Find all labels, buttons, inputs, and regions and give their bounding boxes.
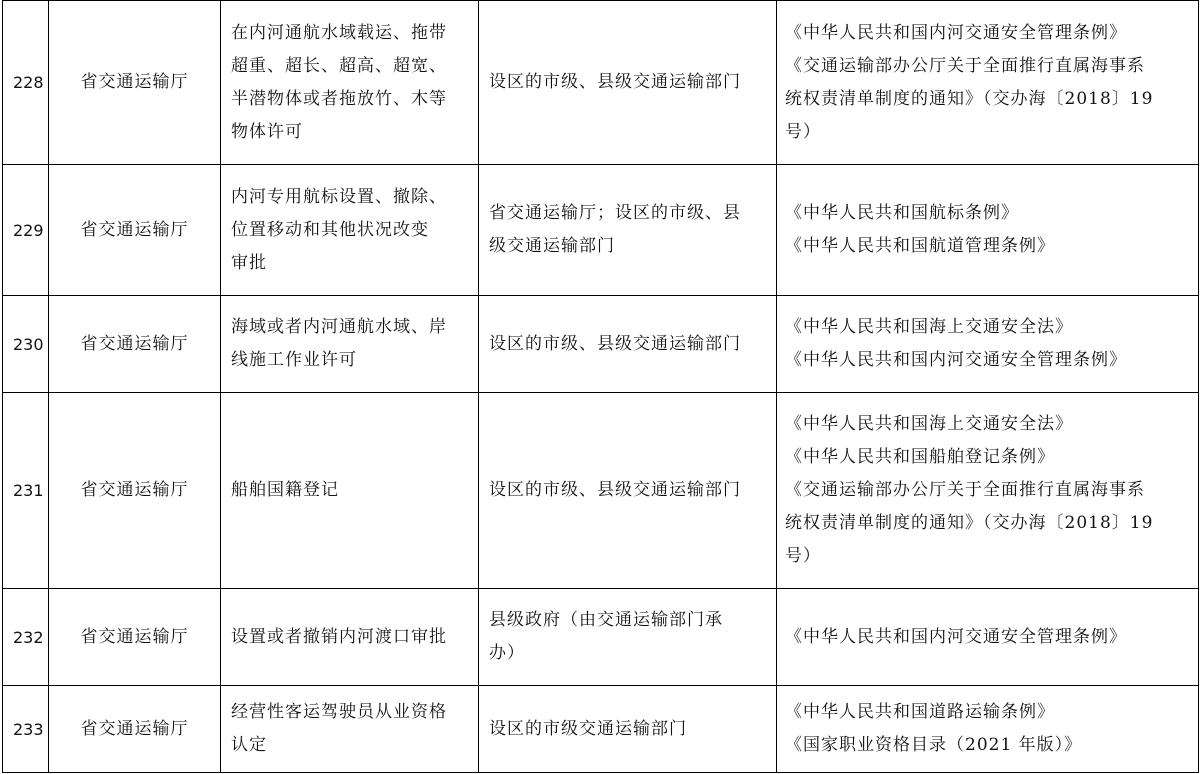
basis-text-line: 《中华人民共和国内河交通安全管理条例》: [785, 626, 1127, 647]
implementer-cell: [479, 393, 777, 589]
department-text: 省交通运输厅: [80, 72, 189, 92]
row-number: [3, 393, 49, 589]
implementer-cell: [479, 296, 777, 393]
basis-text-line: 《交通运输部办公厅关于全面推行直属海事系: [785, 480, 1145, 500]
basis-text-line: 统权责清单制度的通知》（交办海〔2018〕19: [785, 513, 1154, 533]
row-number-text: 229: [13, 220, 44, 240]
basis-text-line: 《中华人民共和国道路运输条例》: [785, 702, 1055, 722]
row-number-text: 228: [13, 73, 44, 92]
item-text-line: 线施工作业许可: [231, 350, 357, 370]
basis-text-line: 号）: [785, 546, 821, 566]
basis-cell: [777, 296, 1199, 393]
department-text: 省交通运输厅: [80, 626, 189, 647]
row-number-text: 232: [13, 627, 44, 647]
implementer-text-line: 设区的市级、县级交通运输部门: [489, 72, 741, 92]
row-number: [3, 686, 49, 773]
table-row: [3, 1, 1199, 165]
item-cell: [221, 296, 479, 393]
implementer-text-line: 设区的市级交通运输部门: [489, 718, 687, 739]
row-number: [3, 296, 49, 393]
implementer-text-line: 办）: [489, 643, 525, 663]
basis-text-line: 统权责清单制度的通知》（交办海〔2018〕19: [785, 88, 1154, 109]
department-cell: [49, 393, 221, 589]
row-number-text: 230: [13, 334, 44, 354]
basis-cell: [777, 165, 1199, 296]
item-cell: [221, 165, 479, 296]
row-number-text: 233: [13, 719, 44, 739]
basis-cell: [777, 393, 1199, 589]
department-text: 省交通运输厅: [80, 219, 189, 240]
department-text: 省交通运输厅: [80, 480, 189, 500]
item-text-line: 船舶国籍登记: [231, 480, 339, 500]
item-text-line: 位置移动和其他状况改变: [231, 219, 429, 240]
department-cell: [49, 1, 221, 165]
implementer-cell: [479, 1, 777, 165]
basis-text-line: 《中华人民共和国内河交通安全管理条例》: [785, 350, 1127, 370]
implementer-cell: [479, 589, 777, 686]
implementer-text-line: 设区的市级、县级交通运输部门: [489, 480, 741, 500]
implementer-cell: [479, 165, 777, 296]
basis-text-line: 《国家职业资格目录（2021 年版）》: [785, 735, 1083, 755]
department-text: 省交通运输厅: [80, 333, 189, 354]
item-text-line: 审批: [231, 252, 267, 273]
basis-text-line: 《交通运输部办公厅关于全面推行直属海事系: [785, 55, 1145, 76]
item-cell: [221, 1, 479, 165]
basis-cell: [777, 589, 1199, 686]
row-number: [3, 589, 49, 686]
department-cell: [49, 296, 221, 393]
basis-text-line: 《中华人民共和国海上交通安全法》: [785, 317, 1073, 337]
department-text: 省交通运输厅: [80, 718, 189, 739]
item-cell: [221, 589, 479, 686]
basis-text-line: 《中华人民共和国船舶登记条例》: [785, 447, 1055, 467]
row-number-text: 231: [13, 481, 44, 500]
item-cell: [221, 686, 479, 773]
item-text-line: 半潜物体或者拖放竹、木等: [231, 88, 447, 109]
department-cell: [49, 686, 221, 773]
department-cell: [49, 165, 221, 296]
basis-text-line: 号）: [785, 121, 821, 142]
implementer-text-line: 级交通运输部门: [489, 236, 615, 256]
item-cell: [221, 393, 479, 589]
item-text-line: 经营性客运驾驶员从业资格: [231, 702, 447, 722]
implementer-text-line: 省交通运输厅；设区的市级、县: [489, 203, 741, 223]
basis-cell: [777, 1, 1199, 165]
table-row: [3, 296, 1199, 393]
basis-text-line: 《中华人民共和国航道管理条例》: [785, 236, 1055, 256]
table-body: [3, 1, 1199, 773]
document-table: [2, 0, 1199, 773]
row-number: [3, 1, 49, 165]
implementer-text-line: 县级政府（由交通运输部门承: [489, 610, 723, 630]
implementer-cell: [479, 686, 777, 773]
basis-text-line: 《中华人民共和国内河交通安全管理条例》: [785, 22, 1127, 43]
basis-cell: [777, 686, 1199, 773]
item-text-line: 设置或者撤销内河渡口审批: [231, 626, 447, 647]
implementer-text-line: 设区的市级、县级交通运输部门: [489, 333, 741, 354]
item-text-line: 超重、超长、超高、超宽、: [231, 55, 447, 76]
basis-text-line: 《中华人民共和国海上交通安全法》: [785, 414, 1073, 434]
item-text-line: 物体许可: [231, 121, 303, 142]
table-row: [3, 393, 1199, 589]
item-text-line: 内河专用航标设置、撤除、: [231, 186, 447, 207]
table-row: [3, 686, 1199, 773]
basis-text-line: 《中华人民共和国航标条例》: [785, 203, 1019, 223]
item-text-line: 认定: [231, 735, 267, 755]
row-number: [3, 165, 49, 296]
item-text-line: 在内河通航水域载运、拖带: [231, 22, 447, 43]
item-text-line: 海域或者内河通航水域、岸: [231, 317, 447, 337]
department-cell: [49, 589, 221, 686]
table-row: [3, 165, 1199, 296]
table-row: [3, 589, 1199, 686]
